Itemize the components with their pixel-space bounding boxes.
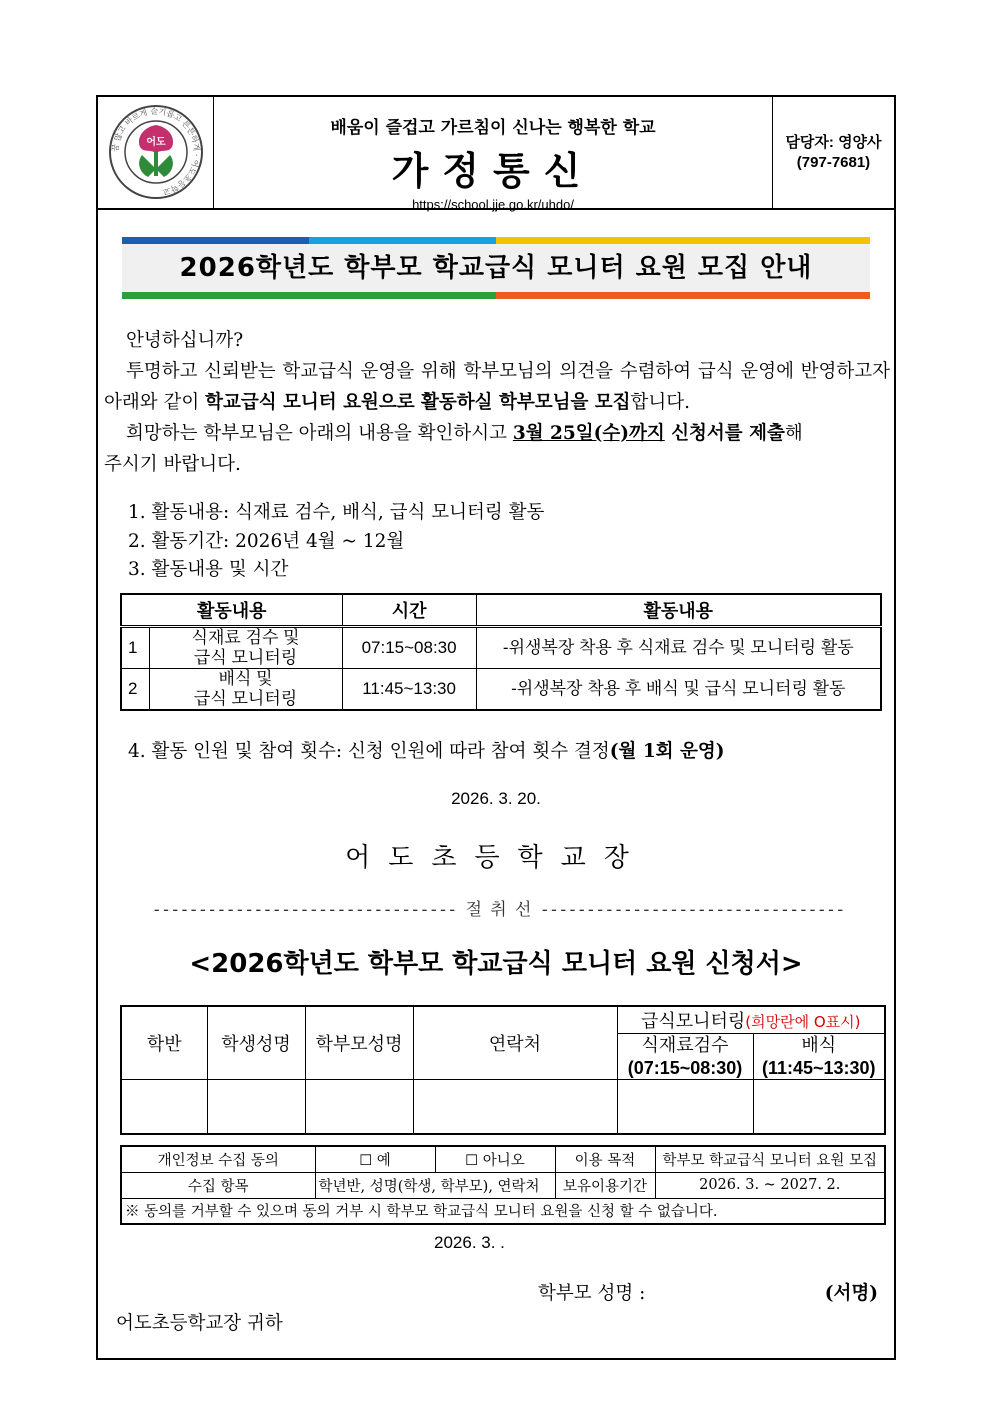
col-class: 학반 — [121, 1006, 207, 1080]
contact-phone: (797-7681) — [796, 154, 871, 171]
row-detail: -위생복장 착용 후 식재료 검수 및 모니터링 활동 — [476, 626, 881, 668]
greeting: 안녕하십니까? — [126, 330, 244, 351]
detail-list — [128, 499, 544, 585]
school-seal-icon — [98, 97, 214, 208]
letter-header — [98, 97, 894, 210]
purpose-label: 이용 목적 — [555, 1146, 655, 1172]
header-detail: 활동내용 — [476, 594, 881, 626]
recruit-emphasis: 학교급식 모니터 요원으로 활동하실 학부모님을 모집 — [205, 392, 631, 413]
bar-segment — [309, 237, 496, 244]
items-value: 학년반, 성명(학생, 학부모), 연락처 — [315, 1172, 555, 1198]
bar-segment — [496, 237, 683, 244]
schedule-table — [120, 593, 882, 711]
bar-segment — [309, 292, 496, 299]
class-input[interactable] — [121, 1080, 207, 1134]
table-header-row — [121, 594, 881, 626]
row-time: 11:45~13:30 — [342, 668, 476, 710]
seal-text: 어도 — [146, 137, 166, 148]
header-time: 시간 — [342, 594, 476, 626]
col-student-name: 학생성명 — [207, 1006, 305, 1080]
signature-line — [538, 1279, 878, 1305]
parent-name-input[interactable] — [305, 1080, 413, 1134]
table-row — [121, 1146, 885, 1172]
deadline: 3월 25일(수)까지 — [512, 423, 665, 444]
intro-paragraph-1: 투명하고 신뢰받는 학교급식 운영을 위해 학부모님의 의견을 수렴하여 급식 운영에 반영하고자 아래와 같이 학교급식 모니터 요원으로 활동하실 학부모님을 모집합니다. — [104, 361, 890, 413]
table-row — [121, 1198, 885, 1224]
contact-input[interactable] — [413, 1080, 617, 1134]
intro-paragraph-2: 희망하는 학부모님은 아래의 내용을 확인하시고 3월 25일(수)까지 신청서를 제출해 — [126, 423, 803, 444]
table-row — [121, 626, 881, 668]
list-item: 3. 활동내용 및 시간 — [128, 559, 289, 580]
bar-segment — [122, 292, 309, 299]
form-title: <2026학년도 학부모 학교급식 모니터 요원 신청서> — [189, 949, 803, 979]
intro-text — [104, 325, 890, 480]
school-url[interactable]: https://school.jje.go.kr/uhdo/ — [412, 197, 574, 212]
header-activity: 활동내용 — [121, 594, 342, 626]
list-item: 1. 활동내용: 식재료 검수, 배식, 급식 모니터링 활동 — [128, 502, 545, 523]
form-date: 2026. 3. . — [434, 1233, 505, 1252]
row-activity: 배식 및 급식 모니터링 — [149, 668, 342, 710]
document-frame — [96, 95, 896, 1360]
banner-top-bar — [122, 237, 870, 244]
signature-label: 학부모 성명 : — [538, 1283, 646, 1304]
list-item-4: 4. 활동 인원 및 참여 횟수: 신청 인원에 따라 참여 횟수 결정(월 1회 운영) — [128, 741, 725, 762]
cut-line-label: 절 취 선 — [465, 900, 531, 920]
consent-table — [120, 1145, 886, 1225]
consent-label: 개인정보 수집 동의 — [121, 1146, 315, 1172]
consent-yes-checkbox[interactable]: ☐ 예 — [315, 1146, 435, 1172]
row-activity: 식재료 검수 및 급식 모니터링 — [149, 626, 342, 668]
notice-banner — [122, 237, 870, 299]
notice-title: 2026학년도 학부모 학교급식 모니터 요원 모집 안내 — [122, 244, 870, 292]
serving-choice[interactable] — [753, 1080, 885, 1134]
retention-value: 2026. 3. ~ 2027. 2. — [655, 1172, 885, 1198]
bar-segment — [683, 237, 870, 244]
contact-person: 담당자: 영양사 — [785, 134, 882, 151]
row-number: 2 — [121, 668, 149, 710]
submit-emphasis: 신청서를 제출 — [664, 423, 785, 444]
items-label: 수집 항목 — [121, 1172, 315, 1198]
monitor-note: (희망란에 O표시) — [745, 1013, 861, 1031]
retention-label: 보유이용기간 — [555, 1172, 655, 1198]
col-parent-name: 학부모성명 — [305, 1006, 413, 1080]
col-inspection: 식재료검수 (07:15~08:30) — [617, 1034, 753, 1080]
list-item: 2. 활동기간: 2026년 4월 ~ 12월 — [128, 530, 405, 552]
frequency-emphasis: (월 1회 운영) — [609, 741, 725, 762]
contact-cell — [772, 97, 894, 208]
inspection-choice[interactable] — [617, 1080, 753, 1134]
row-number: 1 — [121, 626, 149, 668]
cut-line: --------------------------------- 절 취 선 --------------------------------- — [151, 900, 845, 920]
table-row — [121, 1172, 885, 1198]
col-contact: 연락처 — [413, 1006, 617, 1080]
table-header-row — [121, 1006, 885, 1034]
bar-segment — [122, 237, 309, 244]
school-logo-cell — [98, 97, 214, 208]
table-row — [121, 668, 881, 710]
banner-bottom-bar — [122, 292, 870, 299]
bar-segment — [496, 292, 683, 299]
addressee: 어도초등학교장 귀하 — [116, 1313, 283, 1334]
principal-name: 어도초등학교장 — [345, 843, 647, 873]
col-monitoring: 급식모니터링(희망란에 O표시) — [617, 1006, 885, 1034]
bar-segment — [683, 292, 870, 299]
newsletter-title: 가정통신 — [391, 149, 595, 193]
intro-paragraph-3: 주시기 바랍니다. — [104, 454, 241, 475]
student-name-input[interactable] — [207, 1080, 305, 1134]
table-input-row — [121, 1080, 885, 1134]
col-serving: 배식 (11:45~13:30) — [753, 1034, 885, 1080]
notice-date: 2026. 3. 20. — [451, 789, 541, 808]
title-cell — [214, 97, 772, 212]
consent-no-checkbox[interactable]: ☐ 아니오 — [435, 1146, 555, 1172]
signature-mark: (서명) — [824, 1283, 878, 1304]
school-slogan: 배움이 즐겁고 가르침이 신나는 행복한 학교 — [330, 118, 656, 138]
purpose-value: 학부모 학교급식 모니터 요원 모집 — [655, 1146, 885, 1172]
application-table — [120, 1005, 886, 1135]
row-time: 07:15~08:30 — [342, 626, 476, 668]
row-detail: -위생복장 착용 후 배식 및 급식 모니터링 활동 — [476, 668, 881, 710]
seal-ring-text: 꿈 많고 바르게 슬기롭고 튼튼하게 · 어도초등학교 — [110, 106, 202, 197]
consent-warning: ※ 동의를 거부할 수 있으며 동의 거부 시 학부모 학교급식 모니터 요원을 신청 할 수 없습니다. — [121, 1198, 885, 1224]
